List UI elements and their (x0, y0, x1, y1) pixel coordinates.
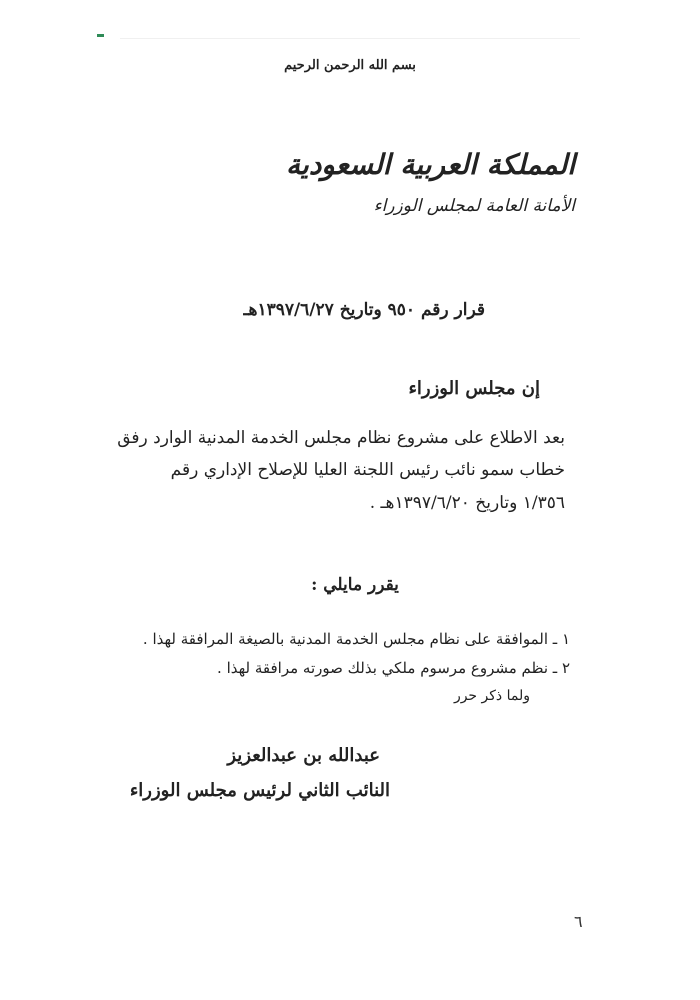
decides-heading: يقرر مايلي : (311, 575, 399, 595)
basmala: بسم الله الرحمن الرحيم (284, 58, 416, 73)
body-line: خطاب سمو نائب رئيس اللجنة العليا للإصلاح الإداري رقم (170, 460, 565, 480)
signatory-title: النائب الثاني لرئيس مجلس الوزراء (129, 780, 390, 801)
council-line: إن مجلس الوزراء (408, 378, 540, 399)
scan-edge-line (120, 38, 580, 39)
body-line: بعد الاطلاع على مشروع نظام مجلس الخدمة المدنية الوارد رفق (117, 428, 565, 448)
kingdom-name: المملكة العربية السعودية (286, 148, 575, 181)
decision-item: ٢ ـ نظم مشروع مرسوم ملكي بذلك صورته مرافقة لهذا . (217, 659, 570, 677)
secretariat-name: الأمانة العامة لمجلس الوزراء (373, 196, 575, 216)
body-line: ١/٣٥٦ وتاريخ ١٣٩٧/٦/٢٠هـ . (369, 493, 565, 513)
decision-title: قرار رقم ٩٥٠ وتاريخ ١٣٩٧/٦/٢٧هـ (243, 300, 485, 320)
signatory-name: عبدالله بن عبدالعزيز (227, 745, 380, 766)
closing-line: ولما ذكر حرر (453, 688, 530, 704)
corner-mark (97, 34, 104, 37)
decision-item: ١ ـ الموافقة على نظام مجلس الخدمة المدنية بالصيغة المرافقة لهذا . (142, 630, 570, 648)
page-mark: ٦ (574, 912, 583, 931)
